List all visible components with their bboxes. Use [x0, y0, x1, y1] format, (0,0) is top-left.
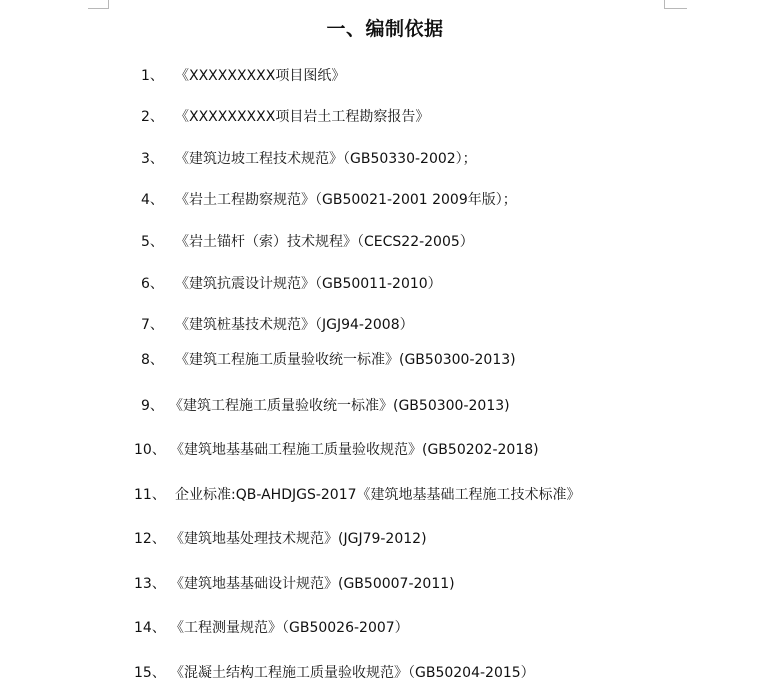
item-number: 9、 — [141, 398, 164, 414]
reference-item-5 — [141, 232, 474, 252]
section-heading: 一、编制依据 — [326, 18, 444, 40]
reference-item-10 — [134, 440, 539, 460]
item-text: 《岩土工程勘察规范》（GB50021-2001 2009年版）； — [175, 192, 517, 208]
item-text: 《混凝土结构工程施工质量验收规范》（GB50204-2015） — [170, 665, 535, 681]
item-text: 《XXXXXXXXX项目图纸》 — [175, 68, 346, 84]
item-text: 《岩土锚杆（索）技术规程》（CECS22-2005） — [175, 234, 474, 250]
reference-item-8 — [141, 350, 516, 370]
reference-item-11 — [134, 485, 581, 505]
item-text: 《建筑边坡工程技术规范》（GB50330-2002）； — [175, 151, 477, 167]
item-text: 企业标准:QB-AHDJGS-2017《建筑地基基础工程施工技术标准》 — [175, 487, 581, 503]
item-text: 《工程测量规范》（GB50026-2007） — [170, 620, 409, 636]
item-number: 12、 — [134, 531, 166, 547]
margin-corner-mark-left — [88, 0, 109, 9]
item-number: 5、 — [141, 234, 164, 250]
reference-item-13 — [134, 574, 455, 594]
margin-corner-mark-right — [664, 0, 687, 9]
item-number: 10、 — [134, 442, 166, 458]
reference-item-2 — [141, 107, 429, 127]
item-number: 11、 — [134, 487, 166, 503]
reference-item-7 — [141, 315, 414, 335]
reference-item-3 — [141, 149, 477, 169]
item-text: 《建筑地基基础工程施工质量验收规范》(GB50202-2018) — [170, 442, 539, 458]
reference-item-12 — [134, 529, 427, 549]
item-text: 《建筑工程施工质量验收统一标准》(GB50300-2013) — [169, 398, 510, 414]
item-number: 8、 — [141, 352, 164, 368]
reference-item-6 — [141, 274, 442, 294]
item-text: 《建筑地基基础设计规范》(GB50007-2011) — [170, 576, 455, 592]
reference-item-9 — [141, 396, 510, 416]
item-number: 1、 — [141, 68, 164, 84]
reference-item-15 — [134, 663, 535, 683]
reference-item-14 — [134, 618, 409, 638]
item-text: 《建筑工程施工质量验收统一标准》(GB50300-2013) — [175, 352, 516, 368]
reference-item-1 — [141, 66, 345, 86]
item-number: 3、 — [141, 151, 164, 167]
item-number: 13、 — [134, 576, 166, 592]
item-number: 15、 — [134, 665, 166, 681]
item-number: 2、 — [141, 109, 164, 125]
reference-item-4 — [141, 190, 517, 210]
item-number: 6、 — [141, 276, 164, 292]
item-number: 7、 — [141, 317, 164, 333]
item-text: 《XXXXXXXXX项目岩土工程勘察报告》 — [175, 109, 430, 125]
item-number: 4、 — [141, 192, 164, 208]
item-text: 《建筑抗震设计规范》（GB50011-2010） — [175, 276, 442, 292]
item-number: 14、 — [134, 620, 166, 636]
item-text: 《建筑桩基技术规范》（JGJ94-2008） — [175, 317, 414, 333]
item-text: 《建筑地基处理技术规范》(JGJ79-2012) — [170, 531, 427, 547]
